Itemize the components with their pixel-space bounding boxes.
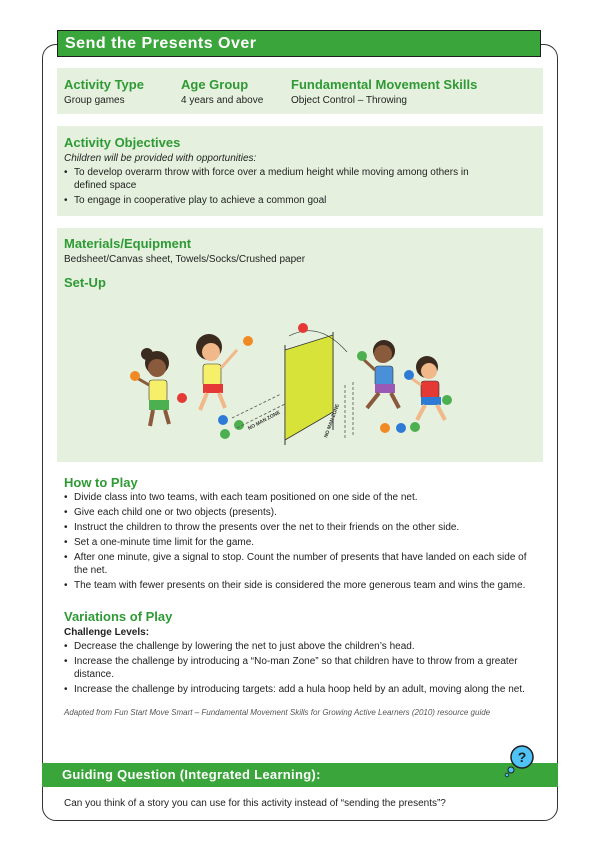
objectives-panel — [57, 126, 543, 216]
ball-icon — [243, 336, 253, 346]
objectives-list — [64, 166, 504, 209]
title-bar — [57, 30, 541, 57]
variations-list — [64, 640, 534, 698]
list-item: • Set a one-minute time limit for the game. — [64, 536, 540, 549]
list-item: • Decrease the challenge by lowering the net to just above the children’s head. — [64, 640, 534, 653]
challenge-levels: Challenge Levels: — [64, 627, 150, 638]
variations-heading: Variations of Play — [64, 609, 173, 624]
objectives-intro: Children will be provided with opportunities: — [64, 153, 257, 164]
age-group-label: Age Group — [181, 77, 249, 92]
fms-label: Fundamental Movement Skills — [291, 77, 478, 92]
zone-label-left: NO MAN ZONE — [247, 409, 282, 432]
ball-icon — [177, 393, 187, 403]
list-item: • To engage in cooperative play to achieve a common goal — [64, 194, 504, 207]
activity-type-label: Activity Type — [64, 77, 144, 92]
objectives-heading: Activity Objectives — [64, 135, 181, 150]
child-left-1 — [137, 348, 169, 426]
child-left-2 — [196, 334, 237, 410]
ball-icon — [410, 422, 420, 432]
ball-icon — [396, 423, 406, 433]
how-to-play-list — [64, 491, 540, 594]
guiding-bar — [42, 763, 558, 787]
page-title: Send the Presents Over — [65, 35, 257, 52]
list-item: • To develop overarm throw with force over a medium height while moving among others in defined space — [64, 166, 504, 192]
activity-type-value: Group games — [64, 95, 125, 106]
info-panel — [57, 68, 543, 114]
ball-icon — [404, 370, 414, 380]
materials-text: Bedsheet/Canvas sheet, Towels/Socks/Crushed paper — [64, 254, 306, 265]
setup-illustration — [57, 290, 543, 460]
list-item: • After one minute, give a signal to stop. Count the number of presents that have landed on each side of the net. — [64, 551, 540, 577]
child-right-2 — [411, 356, 445, 420]
list-item: • Increase the challenge by introducing targets: add a hula hoop held by an adult, moving along the net. — [64, 683, 534, 696]
ball-icon — [130, 371, 140, 381]
net — [285, 331, 347, 445]
svg-text:?: ? — [517, 749, 527, 765]
setup-heading: Set-Up — [64, 275, 106, 290]
list-item: • Increase the challenge by introducing a “No-man Zone” so that children have to throw from a greater distance. — [64, 655, 534, 681]
age-group-value: 4 years and above — [181, 95, 264, 106]
question-bubble-icon — [502, 742, 538, 778]
ball-icon — [442, 395, 452, 405]
fms-value: Object Control – Throwing — [291, 95, 407, 106]
materials-heading: Materials/Equipment — [64, 236, 192, 251]
list-item: • The team with fewer presents on their side is considered the more generous team and wins the game. — [64, 579, 540, 592]
source-note: Adapted from Fun Start Move Smart – Fundamental Movement Skills for Growing Active Learners (2010) resource guide — [64, 708, 491, 717]
ball-icon — [220, 429, 230, 439]
list-item: • Instruct the children to throw the presents over the net to their friends on the other side. — [64, 521, 540, 534]
ball-icon — [298, 323, 308, 333]
child-right-1 — [362, 340, 399, 408]
list-item: • Divide class into two teams, with each team positioned on one side of the net. — [64, 491, 540, 504]
zone-label-right: NO MAN ZONE — [323, 403, 342, 439]
list-item: • Give each child one or two objects (presents). — [64, 506, 540, 519]
ball-icon — [357, 351, 367, 361]
how-to-play-heading: How to Play — [64, 475, 138, 490]
guiding-question: Can you think of a story you can use for this activity instead of “sending the presents”? — [64, 798, 446, 809]
guiding-heading: Guiding Question (Integrated Learning): — [62, 767, 321, 782]
ball-icon — [218, 415, 228, 425]
ball-icon — [380, 423, 390, 433]
materials-setup-panel — [57, 228, 543, 462]
